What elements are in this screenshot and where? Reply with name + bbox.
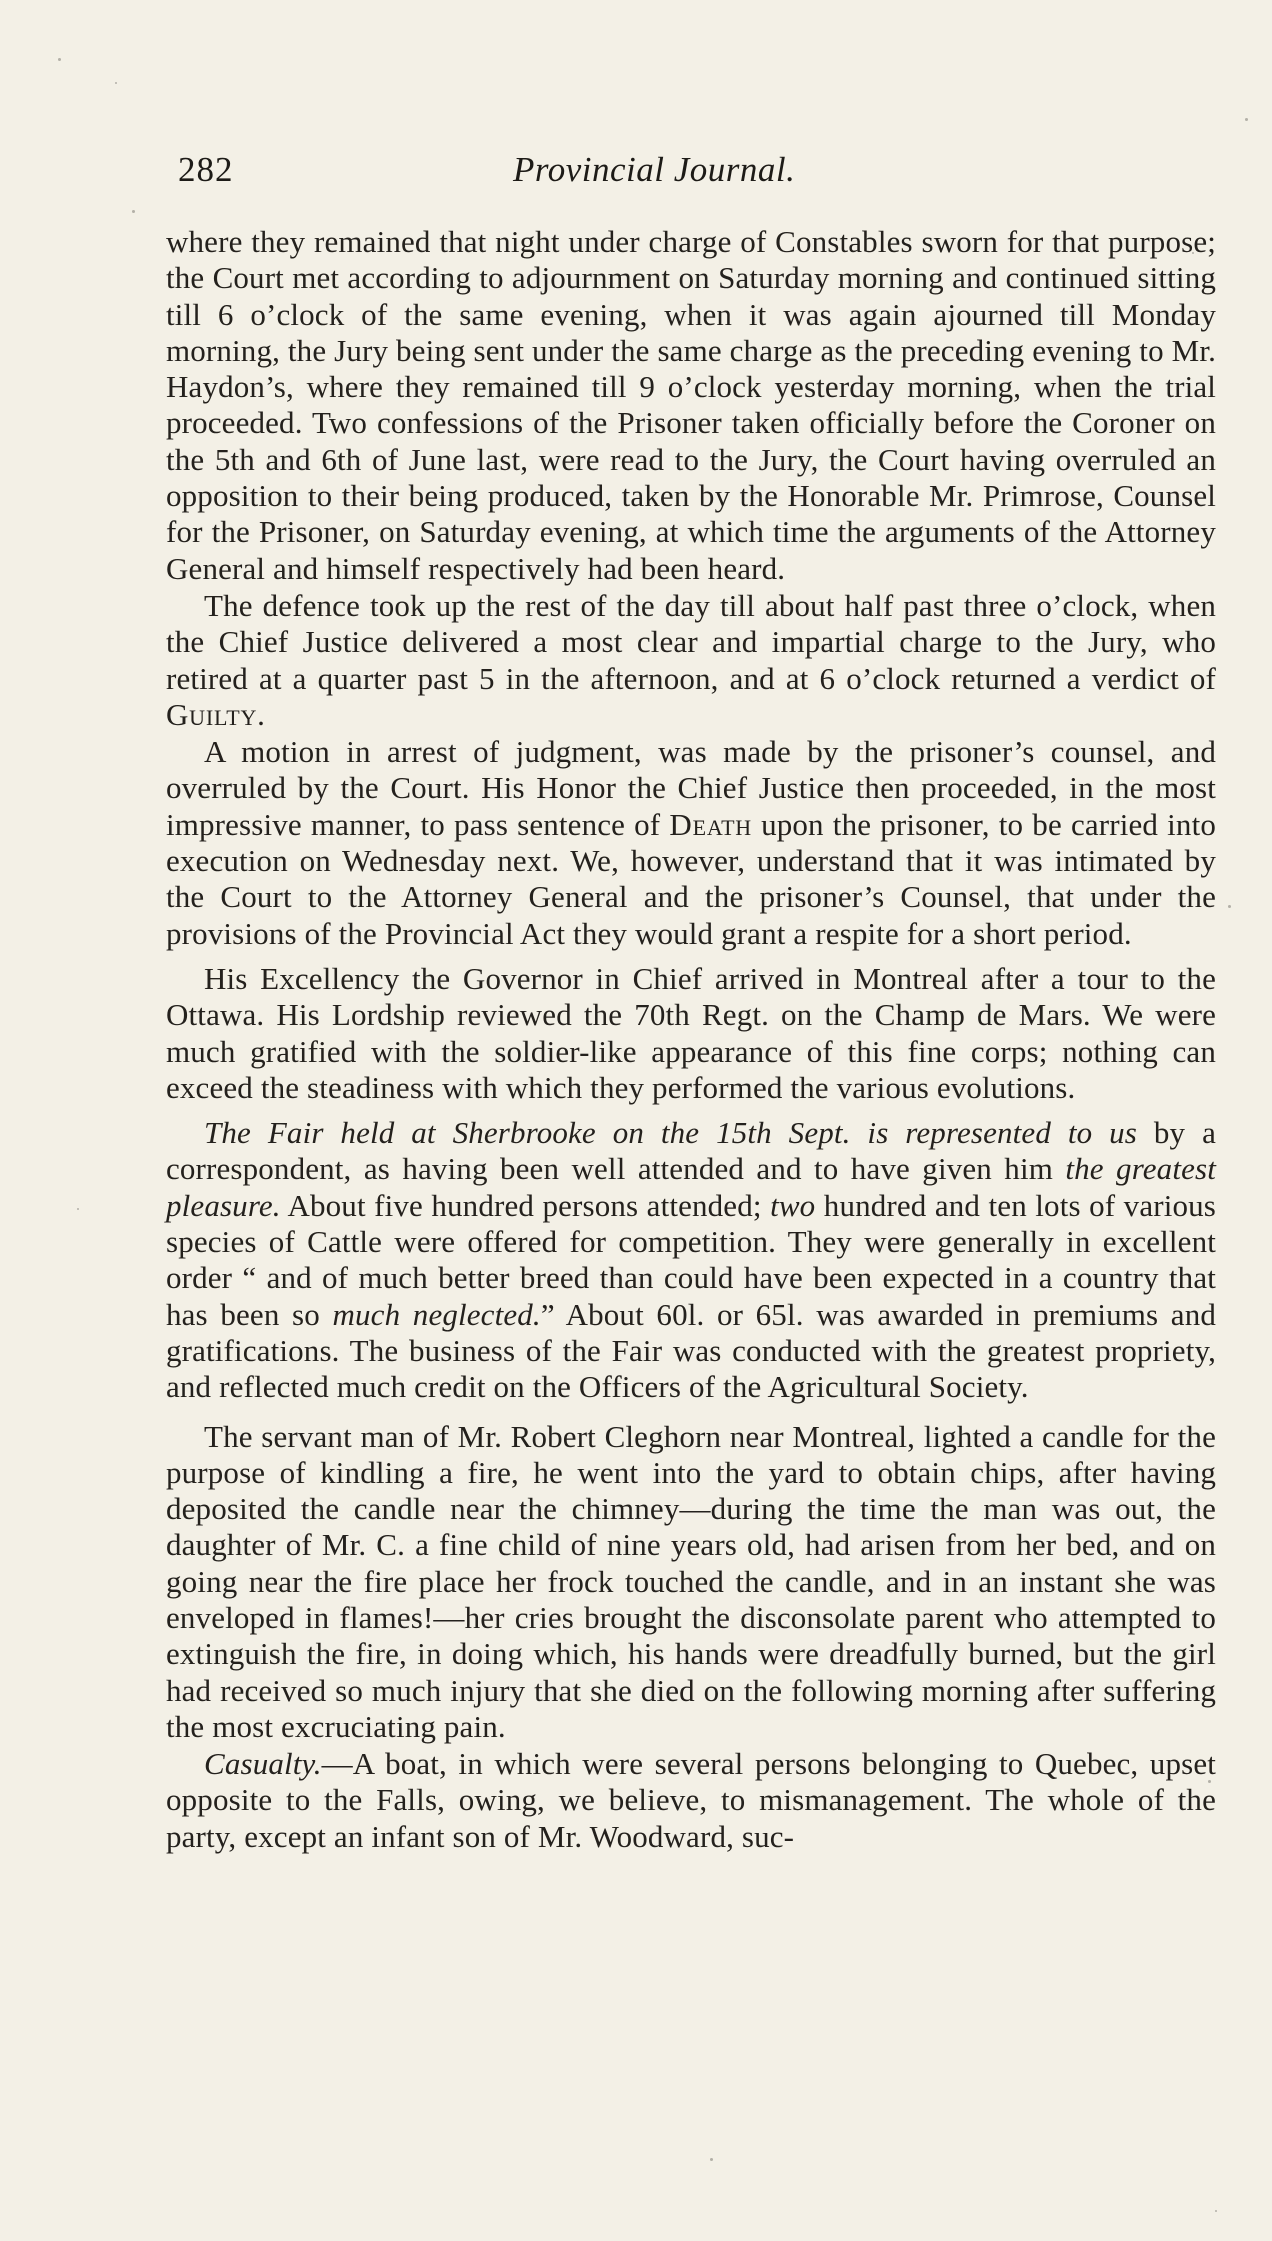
paper-speckle: [132, 210, 135, 213]
governor-paragraph: His Excellency the Governor in Chief arrived in Montreal after a tour to the Ottawa. His Lordship reviewed the 70th Regt. on the Champ de Mars. We were much gratified with the soldier-like appearance of this fine corps; nothing can exceed the steadiness with which they performed the various evolutions.: [166, 960, 1216, 1105]
fair-cattle-text: hundred and ten lots of various species of Cattle were offered for competition. They were generally in excellent order “ and of much better breed than could have been expected in a country that has been so: [166, 1187, 1216, 1332]
trial-continuation-paragraph: where they remained that night under charge of Constables sworn for that purpose; the Court met according to adjournment on Saturday morning and continued sitting till 6 o’clock of the same evening, when it was again ajourned till Monday morning, the Jury being sent under the same charge as the preceding evening to Mr. Haydon’s, where they remained till 9 o’clock yesterday morning, when the trial proceeded. Two confessions of the Prisoner taken officially before the Coroner on the 5th and 6th of June last, were read to the Jury, the Court having overruled an opposition to their being produced, taken by the Honorable Mr. Primrose, Counsel for the Prisoner, on Saturday evening, at which time the arguments of the Attorney General and himself respectively had been heard.: [166, 224, 1216, 586]
casualty-text: —A boat, in which were several persons belonging to Quebec, upset opposite to the Falls, owing, we believe, to mismanagement. The whole of the party, except an infant son of Mr. Woodward, suc-: [166, 1746, 1216, 1854]
sentence-opening-text: A motion in arrest of judgment, was made by the prisoner’s counsel, and overruled by the Court. His Honor the Chief Justice then proceeded, in the most impressive manner, to pass sentence of: [166, 734, 1216, 842]
running-title: Provincial Journal.: [513, 150, 796, 189]
casualty-paragraph: [166, 1746, 1216, 1855]
defence-verdict-paragraph: [166, 588, 1216, 733]
sentence-closing-text: upon the prisoner, to be carried into execution on Wednesday next. We, however, understand that it was intimated by the Court to the Attorney General and the prisoner’s Counsel, that under the provisions of the Provincial Act they would grant a respite for a short period.: [166, 806, 1216, 951]
fair-neglected-phrase: much neglected.: [332, 1296, 541, 1332]
sherbrooke-fair-paragraph: [166, 1115, 1216, 1405]
paper-speckle: [115, 82, 117, 84]
paper-speckle: [710, 2158, 713, 2161]
paper-speckle: [1215, 2210, 1217, 2212]
article-body: [166, 224, 1216, 1855]
paper-speckle: [1245, 118, 1248, 121]
page-header: [178, 148, 1218, 192]
cleghorn-accident-paragraph: The servant man of Mr. Robert Cleghorn near Montreal, lighted a candle for the purpose of kindling a fire, he went into the yard to obtain chips, after having deposited the candle near the chimney—during the time the man was out, the daughter of Mr. C. a fine child of nine years old, had arisen from her bed, and on going near the fire place her frock touched the candle, and in an instant she was enveloped in flames!—her cries brought the disconsolate parent who attempted to extinguish the fire, in doing which, his hands were dreadfully burned, but the girl had received so much injury that she died on the following morning after suffering the most excruciating pain.: [166, 1418, 1216, 1744]
fair-italic-lead: The Fair held at Sherbrooke on the 15th Sept. is represented to us: [204, 1115, 1138, 1151]
fair-premiums-text: ” About 60l. or 65l. was awarded in premiums and gratifications. The business of the Fair was conducted with the greatest propriety, and reflected much credit on the Officers of the Agricultural Society.: [166, 1296, 1216, 1405]
fair-attendance-text: About five hundred persons attended;: [280, 1187, 771, 1223]
sentence-word: Death: [669, 806, 752, 842]
page-number: 282: [178, 150, 234, 189]
fair-pleasure-phrase: the greatest pleasure.: [166, 1151, 1216, 1223]
fair-correspondent-text: by a correspondent, as having been well attended and to have given him: [166, 1115, 1216, 1187]
paper-speckle: [58, 58, 61, 61]
paper-speckle: [77, 1208, 79, 1210]
casualty-label: Casualty.: [204, 1746, 322, 1782]
defence-verdict-text: The defence took up the rest of the day till about half past three o’clock, when the Chief Justice delivered a most clear and impartial charge to the Jury, who retired at a quarter past 5 in the afternoon, and at 6 o’clock returned a verdict of: [166, 587, 1216, 696]
fair-two-word: two: [770, 1187, 816, 1223]
sentence-paragraph: [166, 734, 1216, 952]
paper-speckle: [1228, 905, 1231, 908]
verdict-word: Guilty.: [166, 696, 266, 732]
